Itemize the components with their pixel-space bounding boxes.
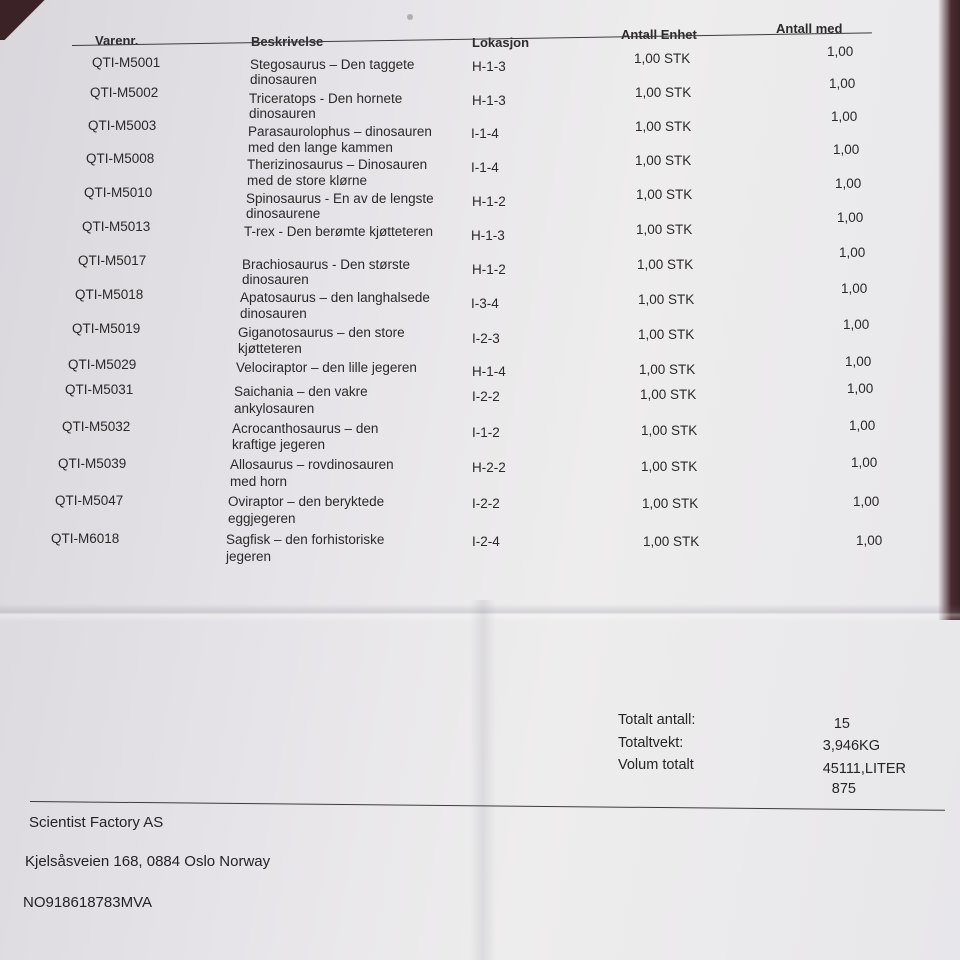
cell-varenr: QTI-M6018 (51, 531, 120, 546)
cell-quantity: 1,00 STK (638, 327, 695, 342)
cell-antall-med: 1,00 (835, 176, 862, 191)
cell-description-cont: dinosauren (242, 272, 309, 287)
cell-description-cont: eggjegeren (228, 511, 296, 526)
cell-description: Brachiosaurus - Den største (242, 257, 411, 272)
cell-description-cont: med horn (230, 474, 288, 489)
cell-description: Sagfisk – den forhistoriske (226, 532, 385, 547)
cell-quantity: 1,00 STK (636, 222, 693, 237)
paper-fold-vertical (470, 600, 496, 960)
cell-varenr: QTI-M5019 (72, 321, 141, 336)
cell-location: H-2-2 (472, 460, 506, 475)
cell-description-cont: dinosauren (240, 306, 307, 321)
cell-varenr: QTI-M5003 (88, 118, 157, 133)
cell-varenr: QTI-M5017 (78, 253, 147, 268)
cell-varenr: QTI-M5008 (86, 151, 155, 166)
cell-antall-med: 1,00 (843, 317, 870, 332)
cell-quantity: 1,00 STK (637, 257, 694, 272)
cell-location: H-1-3 (472, 59, 506, 74)
cell-antall-med: 1,00 (856, 533, 883, 548)
cell-description: Triceratops - Den hornete (249, 91, 403, 106)
cell-quantity: 1,00 STK (635, 119, 692, 134)
cell-description-cont: jegeren (226, 549, 272, 564)
header-lokasjon: Lokasjon (472, 35, 530, 50)
cell-location: H-1-2 (472, 262, 506, 277)
cell-varenr: QTI-M5029 (68, 357, 137, 372)
cell-varenr: QTI-M5001 (92, 55, 161, 70)
cell-description: Giganotosaurus – den store (238, 325, 405, 340)
org-number: NO918618783MVA (23, 894, 152, 911)
cell-varenr: QTI-M5013 (82, 219, 151, 234)
total-volume-label: Volum totalt (618, 757, 694, 773)
cell-quantity: 1,00 STK (640, 387, 697, 402)
cell-description: Spinosaurus - En av de lengste (246, 191, 434, 206)
table-surface-corner (0, 0, 70, 40)
cell-quantity: 1,00 STK (641, 423, 698, 438)
cell-location: I-1-4 (471, 126, 499, 141)
cell-description: Allosaurus – rovdinosauren (230, 457, 394, 472)
header-varenr: Varenr. (95, 33, 139, 48)
cell-description-cont: med den lange kammen (248, 140, 393, 155)
cell-location: I-2-3 (472, 331, 500, 346)
cell-varenr: QTI-M5032 (62, 419, 131, 434)
cell-antall-med: 1,00 (829, 76, 856, 91)
cell-varenr: QTI-M5002 (90, 85, 159, 100)
cell-antall-med: 1,00 (837, 210, 864, 225)
cell-description-cont: kraftige jegeren (232, 437, 326, 452)
cell-quantity: 1,00 STK (643, 534, 700, 549)
cell-description: Parasaurolophus – dinosauren (248, 124, 432, 139)
cell-quantity: 1,00 STK (635, 85, 692, 100)
cell-varenr: QTI-M5018 (75, 287, 144, 302)
cell-description: Stegosaurus – Den taggete (250, 57, 415, 72)
table-surface-edge (938, 0, 960, 620)
cell-location: H-1-4 (472, 364, 506, 379)
company-name: Scientist Factory AS (29, 814, 164, 831)
cell-description-cont: med de store klørne (247, 173, 368, 188)
cell-antall-med: 1,00 (831, 109, 858, 124)
cell-location: H-1-3 (471, 228, 505, 243)
cell-location: I-3-4 (471, 296, 499, 311)
cell-quantity: 1,00 STK (638, 292, 695, 307)
cell-varenr: QTI-M5010 (84, 185, 153, 200)
cell-antall-med: 1,00 (833, 142, 860, 157)
total-volume-value-cont: 875 (831, 781, 856, 797)
cell-description: Velociraptor – den lille jegeren (236, 360, 417, 375)
cell-location: I-1-4 (471, 160, 499, 175)
cell-description: Oviraptor – den beryktede (228, 494, 385, 509)
cell-antall-med: 1,00 (827, 44, 854, 59)
paper-speck (407, 14, 413, 20)
cell-location: I-2-2 (472, 389, 500, 404)
header-antall-enhet: Antall Enhet (621, 27, 697, 42)
cell-location: I-2-4 (472, 534, 500, 549)
cell-description-cont: kjøtteteren (238, 341, 302, 356)
cell-location: I-1-2 (472, 425, 500, 440)
cell-quantity: 1,00 STK (635, 153, 692, 168)
total-volume-value: 45111,LITER (822, 761, 906, 777)
cell-antall-med: 1,00 (847, 381, 874, 396)
cell-quantity: 1,00 STK (641, 459, 698, 474)
cell-varenr: QTI-M5031 (65, 382, 134, 397)
cell-quantity: 1,00 STK (639, 362, 696, 377)
total-weight-value: 3,946KG (822, 738, 880, 754)
cell-description: Acrocanthosaurus – den (232, 421, 379, 436)
cell-varenr: QTI-M5039 (58, 456, 127, 471)
cell-quantity: 1,00 STK (634, 51, 691, 66)
cell-antall-med: 1,00 (841, 281, 868, 296)
cell-description-cont: dinosauren (250, 72, 317, 87)
total-quantity-label: Totalt antall: (618, 712, 696, 728)
cell-description: Saichania – den vakre (234, 384, 368, 399)
cell-description: T-rex - Den berømte kjøtteteren (244, 224, 434, 239)
cell-description-cont: dinosaurene (246, 206, 321, 221)
header-beskrivelse: Beskrivelse (251, 34, 324, 49)
cell-antall-med: 1,00 (849, 418, 876, 433)
cell-location: I-2-2 (472, 496, 500, 511)
cell-varenr: QTI-M5047 (55, 493, 124, 508)
total-quantity-value: 15 (833, 716, 850, 732)
cell-description: Therizinosaurus – Dinosauren (247, 157, 428, 172)
company-address: Kjelsåsveien 168, 0884 Oslo Norway (25, 853, 271, 870)
cell-antall-med: 1,00 (839, 245, 866, 260)
cell-description-cont: ankylosauren (234, 401, 315, 416)
cell-antall-med: 1,00 (845, 354, 872, 369)
header-antall-med: Antall med (776, 21, 843, 36)
cell-quantity: 1,00 STK (642, 496, 699, 511)
cell-description: Apatosaurus – den langhalsede (240, 290, 430, 305)
cell-description-cont: dinosauren (249, 106, 316, 121)
cell-location: H-1-3 (472, 93, 506, 108)
total-weight-label: Totaltvekt: (618, 735, 684, 751)
cell-antall-med: 1,00 (853, 494, 880, 509)
cell-location: H-1-2 (472, 194, 506, 209)
cell-antall-med: 1,00 (851, 455, 878, 470)
cell-quantity: 1,00 STK (636, 187, 693, 202)
